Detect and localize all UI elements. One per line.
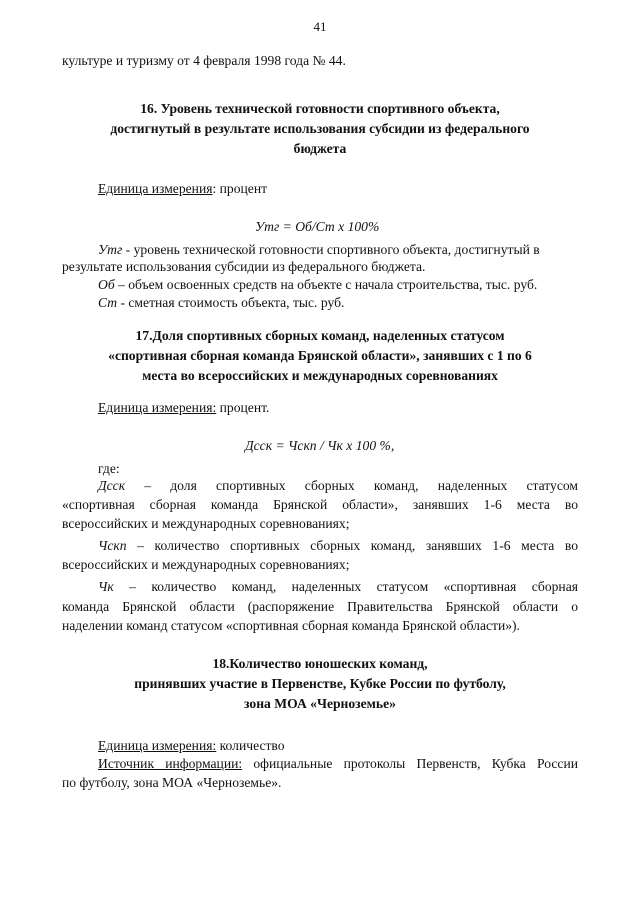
- s16-def3-line: [98, 294, 344, 311]
- s18-source-line-2: по футболу, зона МОА «Черноземье».: [62, 775, 282, 790]
- s17-heading-line-1: 17.Доля спортивных сборных команд, наделенных статусом: [135, 328, 505, 343]
- s17-def3-line-1: [98, 578, 578, 595]
- s16-heading-line-1: 16. Уровень технической готовности спортивного объекта,: [140, 101, 500, 116]
- s17-def3-line-3: наделении команд статусом «спортивная сборная команда Брянской области»).: [62, 618, 520, 633]
- s16-heading-line-2: достигнутый в результате использования субсидии из федерального: [110, 121, 530, 136]
- s16-heading-line-3: бюджета: [293, 141, 347, 156]
- s18-heading-line-3: зона МОА «Черноземье»: [244, 696, 396, 711]
- intro-line: культуре и туризму от 4 февраля 1998 года № 44.: [62, 53, 346, 68]
- s18-unit-label: Единица измерения:: [98, 738, 217, 753]
- s17-def3-term: Чк: [98, 579, 114, 594]
- s16-unit-label: Единица измерения: [98, 181, 213, 196]
- s18-source-text: официальные протоколы Первенств, Кубка России: [242, 756, 578, 771]
- s17-heading-line-3: места во всероссийских и международных соревнованиях: [142, 368, 498, 383]
- s17-where: где:: [98, 461, 120, 476]
- s16-unit-line: [98, 180, 267, 197]
- s17-def2-line-1: [98, 537, 578, 554]
- s16-formula: Утг = Об/Ст х 100%: [255, 219, 380, 234]
- s17-unit-line: [98, 399, 269, 416]
- s18-unit-line: [98, 737, 285, 754]
- s17-unit-label: Единица измерения:: [98, 400, 217, 415]
- s18-source-label: Источник информации:: [98, 756, 243, 771]
- page-number: 41: [313, 19, 327, 34]
- s16-def1-term: Утг: [98, 242, 123, 257]
- s16-def2-term: Об: [98, 277, 115, 292]
- s16-def1-line-2: результате использования субсидии из федерального бюджета.: [62, 259, 426, 274]
- s16-def2-line: [98, 276, 537, 293]
- s17-formula: Дсск = Чскп / Чк х 100 %,: [245, 438, 395, 453]
- s17-def2-line-2: всероссийских и международных соревнованиях;: [62, 557, 350, 572]
- s17-def3-line-2: команда Брянской области (распоряжение Правительства Брянской области о: [62, 599, 578, 614]
- s18-source-line-1: [98, 755, 578, 772]
- s17-def1-line-3: всероссийских и международных соревнованиях;: [62, 516, 350, 531]
- s16-def1-text: - уровень технической готовности спортивного объекта, достигнутый в: [122, 242, 540, 257]
- s17-def1-line-2: «спортивная сборная команда Брянской области», занявших 1-6 места во: [62, 497, 578, 512]
- s17-unit-value: процент.: [216, 400, 270, 415]
- s17-heading-line-2: «спортивная сборная команда Брянской области», занявших с 1 по 6: [108, 348, 532, 363]
- s18-heading-line-1: 18.Количество юношеских команд,: [212, 656, 428, 671]
- s16-unit-value: : процент: [212, 181, 268, 196]
- s16-def3-text: - сметная стоимость объекта, тыс. руб.: [117, 295, 345, 310]
- s16-def1-line-1: [98, 241, 540, 258]
- s16-def3-term: Ст: [98, 295, 118, 310]
- s17-def3-text: – количество команд, наделенных статусом «спортивная сборная: [113, 579, 578, 594]
- s18-unit-value: количество: [216, 738, 285, 753]
- s18-heading-line-2: принявших участие в Первенстве, Кубке России по футболу,: [134, 676, 506, 691]
- s17-def2-text: – количество спортивных сборных команд, занявших 1-6 места во: [126, 538, 578, 553]
- s17-def1-term: Дсск: [98, 478, 126, 493]
- s17-def1-text: – доля спортивных сборных команд, наделенных статусом: [125, 478, 578, 493]
- s17-def1-line-1: [98, 477, 578, 494]
- s16-def2-text: – объем освоенных средств на объекте с начала строительства, тыс. руб.: [114, 277, 538, 292]
- s17-def2-term: Чскп: [98, 538, 127, 553]
